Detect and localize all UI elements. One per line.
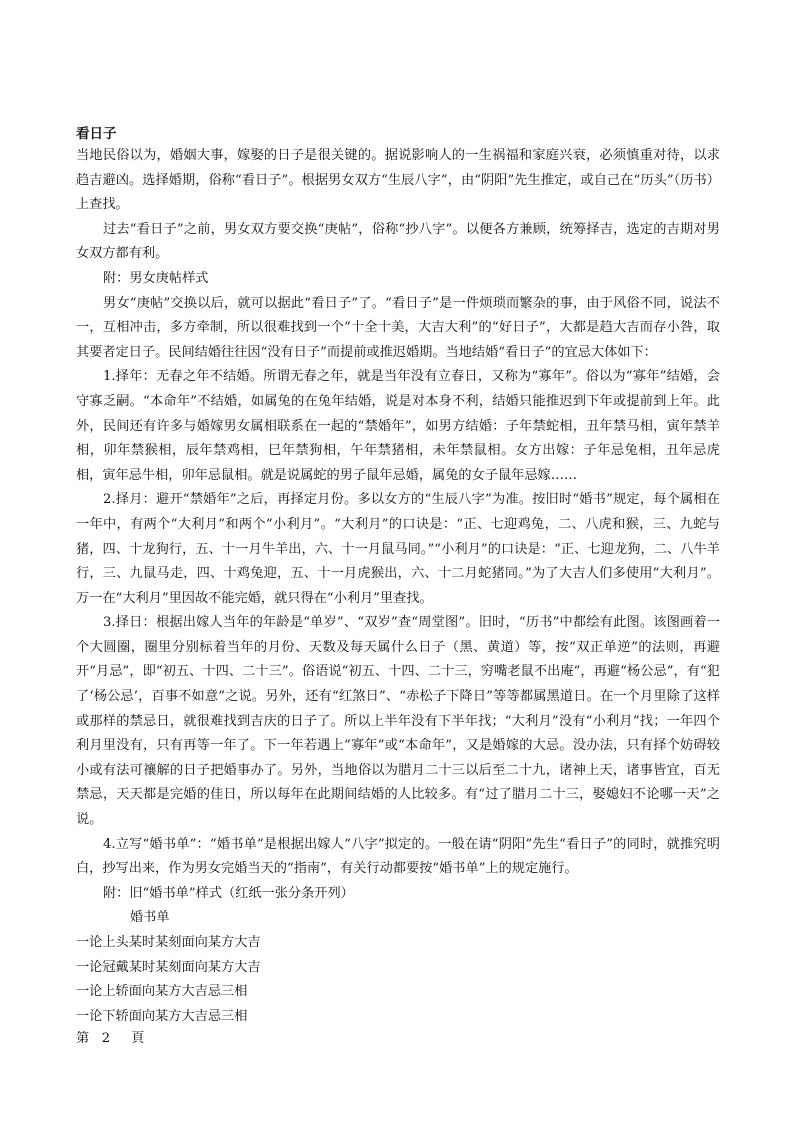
paragraph-intro: 当地民俗以为，婚姻大事，嫁娶的日子是很关键的。据说影响人的一生祸福和家庭兴衰，必须慎重对待，以求趋吉避凶。选择婚期，俗称“看日子”。根据男女双方“生辰八字”，由“阴阳”先生推定，或自己在“历头”（历书）上查找。 <box>76 148 720 213</box>
sample-line: 一论上头某时某刻面向某方大吉 <box>76 935 261 950</box>
sample-line: 一论冠戴某时某刻面向某方大吉 <box>76 959 261 975</box>
paragraph-choose-year: 1.择年：无春之年不结婚。所谓无春之年，就是当年没有立春日，又称为“寡年”。俗以为“寡年”结婚，会守寡乏嗣。“本命年”不结婚，如属兔的在兔年结婚，说是对本身不利，结婚只能推迟到下年或提前到上年。此外，民间还有许多与婚嫁男女属相联系在一起的“禁婚年”，如男方结婚：子年禁蛇相，丑年禁马相，寅年禁羊相，卯年禁猴相，辰年禁鸡相，巳年禁狗相，午年禁猪相，未年禁鼠相。女方出嫁：子年忌兔相，丑年忌虎相，寅年忌牛相，卯年忌鼠相。就是说属蛇的男子鼠年忌婚，属兔的女子鼠年忌嫁…… <box>76 369 720 483</box>
paragraph-choosing-days: 男女“庚帖”交换以后，就可以据此“看日子”了。“看日子”是一件烦琐而繁杂的事，由于风俗不同，说法不一，互相冲击，多方牵制，所以很难找到一个“十全十美，大吉大利”的“好日子”，大都是趋大吉而存小咎，取其要者定日子。民间结婚往往因“没有日子”而提前或推迟婚期。当地结婚“看日子”的宜忌大体如下： <box>76 295 720 360</box>
paragraph-appendix-gengtie: 附：男女庚帖样式 <box>103 270 209 286</box>
document-body <box>76 124 720 1049</box>
page-footer <box>76 1029 720 1049</box>
paragraph-appendix-marriage-list: 附：旧“婚书单”样式（红纸一张分条开列） <box>103 885 354 901</box>
section-title: 看日子 <box>76 126 117 142</box>
paragraph-choose-day: 3.择日：根据出嫁人当年的年龄是“单岁”、“双岁”查“周堂图”。旧时，“历书”中都绘有此图。该图画着一个大圆圈，圈里分别标着当年的月份、天数及每天属什么日子（黑、黄道）等，按“双正单逆”的法则，再避开“月忌”，即“初五、十四、二十三”。俗语说“初五、十四、二十三，穷嘴老鼠不出庵”，再避“杨公忌”，有“犯了‘杨公忌’，百事不如意”之说。另外，还有“红煞日”、“赤松子下降日”等等都属黑道日。在一个月里除了这样或那样的禁忌日，就很难找到吉庆的日子了。所以上半年没有下半年找；“大利月”没有“小利月”找；一年四个利月里没有，只有再等一年了。下一年若遇上“寡年”或“本命年”，又是婚嫁的大忌。没办法，只有择个妨碍较小或有法可禳解的日子把婚事办了。另外，当地俗以为腊月二十三以后至二十九，诸神上天，诸事皆宜，百无禁忌，天天都是完婚的佳日，所以每年在此期间结婚的人比较多。有“过了腊月二十三，娶媳妇不论哪一天”之说。 <box>76 615 720 828</box>
page-label-suffix: 頁 <box>131 1031 145 1047</box>
sample-line: 一论下轿面向某方大吉忌三相 <box>76 1008 248 1024</box>
sample-heading: 婚书单 <box>130 910 170 926</box>
page-label-prefix: 第 <box>76 1031 90 1047</box>
page-number: 2 <box>101 1031 111 1047</box>
sample-line: 一论上轿面向某方大吉忌三相 <box>76 984 248 1000</box>
paragraph-choose-month: 2.择月：避开“禁婚年”之后，再择定月份。多以女方的“生辰八字”为准。按旧时“婚书”规定，每个属相在一年中，有两个“大利月”和两个“小利月”。“大利月”的口诀是：“正、七迎鸡兔，二、八虎和猴，三、九蛇与猪，四、十龙狗行，五、十一月牛羊出，六、十一月鼠马同。”“小利月”的口诀是：“正、七迎龙狗，二、八牛羊行，三、九鼠马走，四、十鸡兔迎，五、十一月虎猴出，六、十二月蛇猪同。”为了大吉人们多使用“大利月”。万一在“大利月”里因故不能完婚，就只得在“小利月”里查找。 <box>76 492 720 606</box>
paragraph-marriage-list: 4.立写“婚书单”：“婚书单”是根据出嫁人“八字”拟定的。一般在请“阴阳”先生“看日子”的同时，就推究明白，抄写出来，作为男女完婚当天的“指南”，有关行动都要按“婚书单”上的规定施行。 <box>76 836 720 877</box>
paragraph-gengtie: 过去“看日子”之前，男女双方要交换“庚帖”，俗称“抄八字”。以便各方兼顾，统筹择吉，选定的吉期对男女双方都有利。 <box>76 221 720 262</box>
